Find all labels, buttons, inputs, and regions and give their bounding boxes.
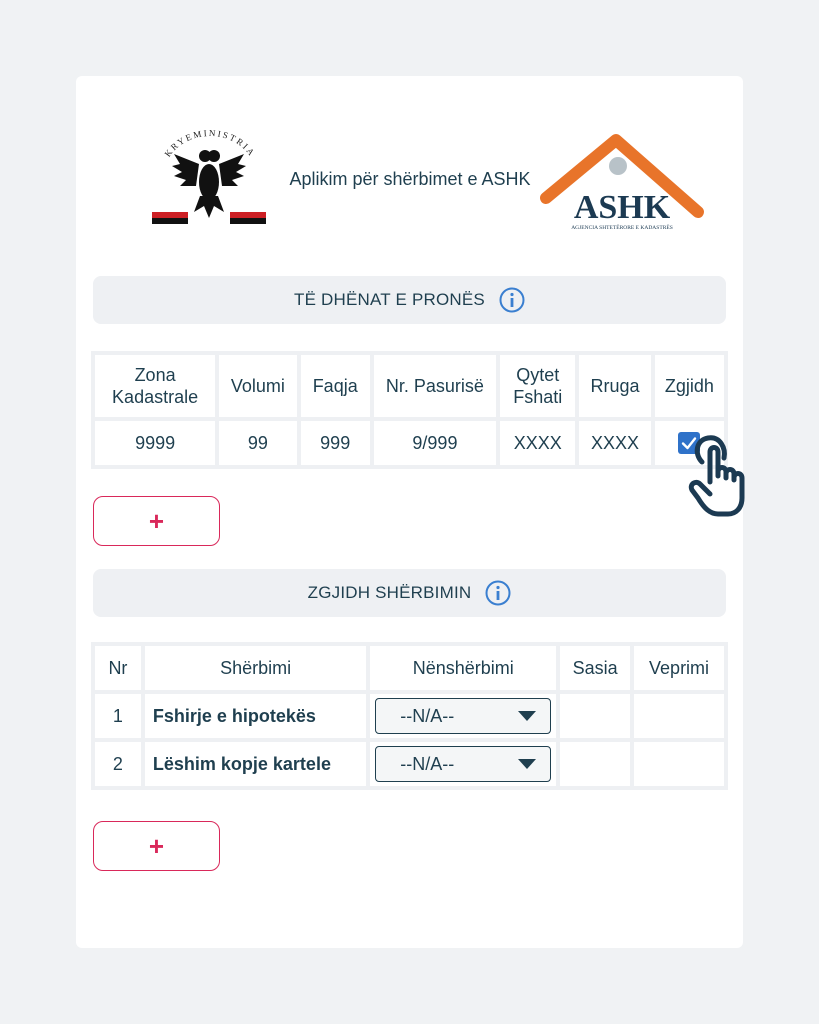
column-header: Volumi: [219, 355, 296, 417]
column-header: Sasia: [560, 646, 630, 690]
cell-veprimi: [634, 742, 724, 786]
page-title: Aplikim për shërbimet e ASHK: [289, 169, 531, 189]
cell-qytet: XXXX: [500, 421, 575, 465]
column-header: Nr: [95, 646, 141, 690]
cell-sasia: [560, 742, 630, 786]
info-icon[interactable]: [485, 580, 511, 606]
cell-rruga: XXXX: [579, 421, 650, 465]
table-header-row: [95, 355, 724, 417]
svg-text:AGJENCIA SHTETËRORE E KADASTRË: AGJENCIA SHTETËRORE E KADASTRËS: [571, 225, 673, 231]
ashk-logo: [540, 134, 706, 234]
property-table: [91, 351, 728, 469]
select-value: --N/A--: [400, 705, 455, 726]
cell-service: Fshirje e hipotekës: [145, 694, 366, 738]
column-header: Faqja: [301, 355, 370, 417]
subservice-select[interactable]: [375, 746, 551, 782]
column-header: Rruga: [579, 355, 650, 417]
kryeministria-logo: [150, 128, 268, 232]
service-section-header: [93, 569, 726, 617]
chevron-down-icon: [518, 759, 536, 769]
column-header: Zona Kadastrale: [95, 355, 215, 417]
service-section-title: ZGJIDH SHËRBIMIN: [307, 583, 472, 602]
eagle-emblem-icon: [150, 128, 268, 232]
select-value: --N/A--: [400, 753, 455, 774]
table-row: [95, 421, 724, 465]
cell-zona: 9999: [95, 421, 215, 465]
chevron-down-icon: [518, 711, 536, 721]
table-row: [95, 694, 724, 738]
column-header: Veprimi: [634, 646, 724, 690]
subservice-select[interactable]: [375, 698, 551, 734]
cell-subservice: [370, 742, 556, 786]
cell-nr: 2: [95, 742, 141, 786]
service-table: [91, 642, 728, 790]
info-icon[interactable]: [499, 287, 525, 313]
column-header: Shërbimi: [145, 646, 366, 690]
cell-nr: 1: [95, 694, 141, 738]
svg-text:ASHK: ASHK: [573, 189, 671, 226]
add-service-button[interactable]: +: [93, 821, 220, 871]
table-header-row: [95, 646, 724, 690]
column-header: Nr. Pasurisë: [374, 355, 496, 417]
cell-veprimi: [634, 694, 724, 738]
cell-volumi: 99: [219, 421, 296, 465]
ashk-roof-icon: [540, 134, 706, 234]
column-header: Nënshërbimi: [370, 646, 556, 690]
cell-service: Lëshim kopje kartele: [145, 742, 366, 786]
column-header: Qytet Fshati: [500, 355, 575, 417]
property-section-title: TË DHËNAT E PRONËS: [294, 290, 485, 309]
table-row: [95, 742, 724, 786]
svg-text:KRYEMINISTRIA: KRYEMINISTRIA: [162, 128, 258, 159]
column-header: Zgjidh: [655, 355, 724, 417]
cell-faqja: 999: [301, 421, 370, 465]
cell-sasia: [560, 694, 630, 738]
cell-nr-pasurise: 9/999: [374, 421, 496, 465]
pointer-hand-icon: [684, 432, 768, 524]
add-property-button[interactable]: +: [93, 496, 220, 546]
property-section-header: [93, 276, 726, 324]
cell-subservice: [370, 694, 556, 738]
